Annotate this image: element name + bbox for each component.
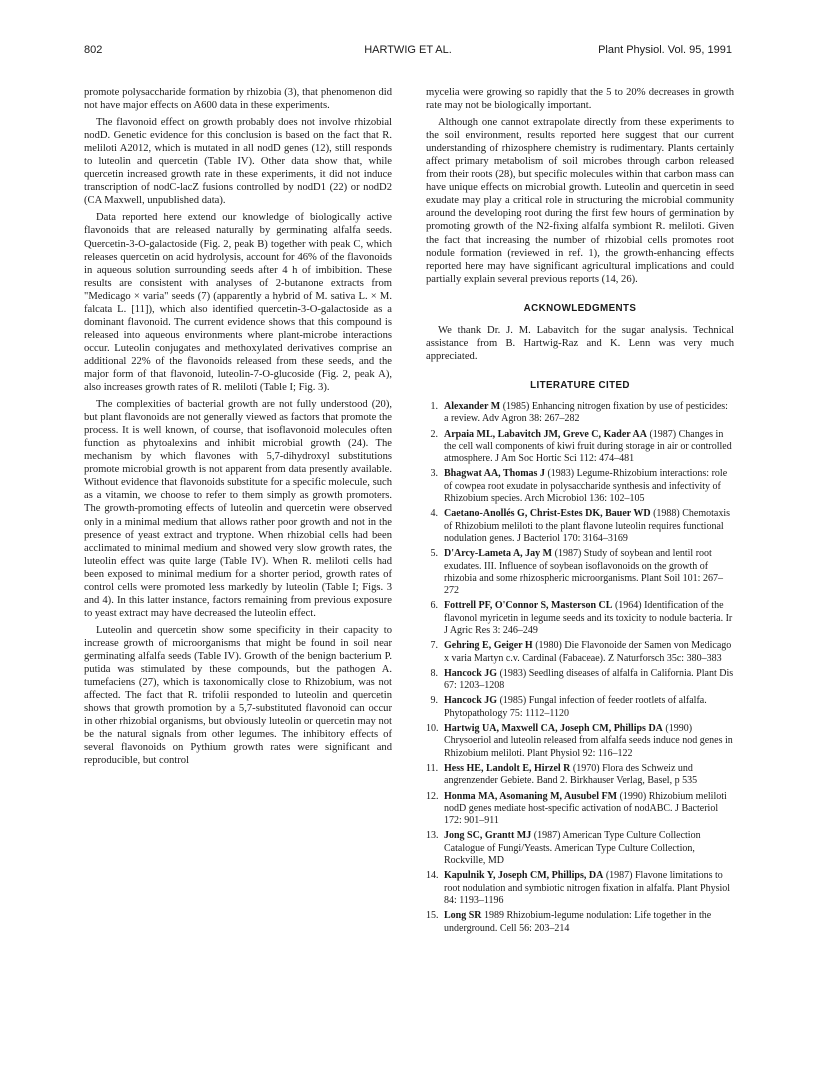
reference-number: 13.: [426, 830, 439, 842]
body-paragraph: Luteolin and quercetin show some specificity in their capacity to increase growth of microorganisms that might be found in soil near germinating alfalfa seeds (Table IV). Growth of the benign bacterium P. putida was stimulated by these compounds, but the pathogen A. tumefaciens (27), which is taxonomically close to Rhizobium, was not affected. The fact that R. trifolii responded to luteolin and quercetin shows that growth promotion by a 5,7-substituted flavonoid can occur in other rhizobial organisms, but obviously luteolin or quercetin may not be the natural signals from other legumes. The inhibitory effects of several flavonoids on Pythium growth rates were significant and reproducible, but control: [84, 624, 392, 767]
reference-text: (1987) Study of soybean and lentil root exudates. III. Influence of soybean isoflavonoids on the growth of rhizobia and some rhizospheric microorganisms. Plant Soil 101: 267–272: [444, 548, 723, 597]
reference-number: 3.: [430, 468, 438, 480]
body-paragraph: The flavonoid effect on growth probably does not involve rhizobial nodD. Genetic evidence for this conclusion is based on the fact that R. meliloti A2012, which is mutated in all nodD genes (12), still responds to luteolin and quercetin (Table IV). Other data show that, while quercetin increased growth rate in these experiments, it did not induce transcription of nodC-lacZ fusions controlled by nodD1 (22) or nodD2 (CA Maxwell, unpublished data).: [84, 117, 392, 207]
reference-number: 8.: [430, 667, 438, 679]
reference-item: [426, 668, 734, 693]
reference-authors: Arpaia ML, Labavitch JM, Greve C, Kader AA: [444, 428, 647, 440]
reference-text: (1964) Identification of the flavonol myricetin in legume seeds and its toxicity to nodule bacteria. Ir J Agric Res 3: 246–249: [444, 600, 733, 636]
reference-authors: Hancock JG: [444, 695, 498, 707]
reference-authors: Bhagwat AA, Thomas J: [444, 468, 545, 480]
reference-item: [426, 723, 734, 760]
reference-number: 7.: [430, 640, 438, 652]
reference-text: (1990) Rhizobium meliloti nodD genes mediate host-specific activation of nodABC. J Bacteriol 172: 901–911: [444, 790, 727, 827]
reference-number: 10.: [426, 723, 439, 735]
reference-item: [426, 600, 734, 637]
reference-item: [426, 468, 734, 505]
reference-number: 4.: [430, 508, 438, 520]
reference-authors: Gehring E, Geiger H: [444, 640, 533, 652]
body-paragraph: The complexities of bacterial growth are not fully understood (20), but plant flavonoids are not generally viewed as factors that promote the process. It is well known, of course, that isoflavonoid molecules often function as phytoalexins and inhibit microbial growth (24). The mechanism by which flavones with 5,7-dihydroxyl substitutions promote microbial growth is not apparent from data presently available. Without evidence that flavonoids substitute for a specific molecule, such as a vitamin, we choose to refer to them simply as growth promoters. The growth-promoting effects of luteolin and quercetin were observed only in a minimal medium that allows rather poor growth and not in the presence of yeast extract and tryptone. When rhizobial cells had been acclimated to minimal medium and showed very slow growth rates, the luteolin effect was quite large (Table IV). When R. meliloti cells had been exposed to minimal medium for a shorter period, growth rates of control cells were promoted less markedly by luteolin (Table I; Figs. 3 and 4). In this latter instance, factors remaining from previous exposure to yeast extract may have decreased the luteolin effect.: [84, 399, 392, 619]
reference-number: 2.: [430, 428, 438, 440]
reference-text: (1987) American Type Culture Collection Catalogue of Fungi/Yeasts. American Type Culture Collection, Rockville, MD: [444, 830, 701, 867]
reference-authors: Hancock JG: [444, 667, 498, 679]
reference-item: [426, 508, 734, 545]
reference-number: 15.: [426, 910, 439, 922]
reference-authors: Hess HE, Landolt E, Hirzel R: [444, 762, 571, 774]
reference-item: [426, 870, 734, 907]
reference-text: 1989 Rhizobium-legume nodulation: Life together in the underground. Cell 56: 203–214: [444, 910, 712, 934]
reference-item: [426, 548, 734, 597]
running-authors: HARTWIG ET AL.: [364, 44, 452, 56]
reference-authors: Alexander M: [444, 400, 501, 412]
reference-authors: Honma MA, Asomaning M, Ausubel FM: [444, 790, 618, 802]
right-column: [426, 86, 734, 938]
reference-number: 11.: [426, 762, 439, 774]
reference-text: (1983) Seedling diseases of alfalfa in California. Plant Dis 67: 1203–1208: [444, 667, 734, 692]
reference-item: [426, 830, 734, 867]
literature-cited-heading: LITERATURE CITED: [530, 379, 630, 391]
reference-authors: D'Arcy-Lameta A, Jay M: [444, 548, 553, 560]
acknowledgments-text: We thank Dr. J. M. Labavitch for the sugar analysis. Technical assistance from B. Hartwig-Raz and K. Lenn was very much appreciated.: [426, 324, 734, 362]
reference-item: [426, 401, 734, 426]
reference-text: (1987) Changes in the cell wall components of kiwi fruit during storage in air or controlled atmosphere. J Am Soc Hortic Sci 112: 474–481: [444, 428, 732, 465]
page-number: 802: [84, 44, 103, 56]
reference-text: (1988) Chemotaxis of Rhizobium meliloti to the plant flavone luteolin requires functional nodulation genes. J Bacteriol 170: 3164–3169: [444, 508, 731, 544]
reference-list: [426, 401, 734, 935]
reference-item: [426, 910, 734, 935]
acknowledgments-heading: ACKNOWLEDGMENTS: [523, 302, 637, 314]
reference-number: 14.: [426, 870, 439, 882]
reference-item: [426, 763, 734, 788]
reference-authors: Kapulnik Y, Joseph CM, Phillips, DA: [444, 870, 604, 882]
reference-text: (1980) Die Flavonoide der Samen von Medicago x varia Martyn c.v. Cardinal (Fabaceae). Z Naturforsch 35c: 380–383: [444, 640, 732, 664]
reference-item: [426, 429, 734, 466]
reference-item: [426, 695, 734, 720]
reference-text: (1987) Flavone limitations to root nodulation and symbiotic nitrogen fixation in alfalfa. Plant Physiol 84: 1193–1196: [444, 870, 731, 906]
reference-authors: Long SR: [444, 910, 482, 922]
reference-number: 9.: [430, 695, 438, 707]
reference-text: (1985) Enhancing nitrogen fixation by use of pesticides: a review. Adv Agron 38: 267–282: [444, 400, 728, 425]
journal-citation: Plant Physiol. Vol. 95, 1991: [598, 44, 732, 56]
reference-text: (1970) Flora des Schweiz und angrenzender Gebiete. Band 2. Birkhauser Verlag, Basel, p 535: [444, 762, 698, 787]
body-paragraph: promote polysaccharide formation by rhizobia (3), that phenomenon did not have major effects on A600 data in these experiments.: [84, 87, 392, 112]
reference-authors: Jong SC, Grantt MJ: [444, 830, 532, 842]
reference-item: [426, 640, 734, 665]
reference-item: [426, 791, 734, 828]
left-column: [84, 86, 392, 767]
reference-number: 12.: [426, 790, 439, 802]
reference-text: (1985) Fungal infection of feeder rootlets of alfalfa. Phytopathology 75: 1112–1120: [444, 695, 707, 719]
reference-authors: Hartwig UA, Maxwell CA, Joseph CM, Phillips DA: [444, 723, 663, 735]
reference-number: 6.: [430, 600, 438, 612]
reference-text: (1990) Chrysoeriol and luteolin released from alfalfa seeds induce nod genes in Rhizobium meliloti. Plant Physiol 92: 116–122: [444, 723, 733, 759]
running-header: [84, 44, 732, 60]
body-paragraph: mycelia were growing so rapidly that the 5 to 20% decreases in growth rate may not be biologically important.: [426, 87, 734, 112]
reference-number: 1.: [430, 400, 438, 412]
reference-authors: Caetano-Anollés G, Christ-Estes DK, Bauer WD: [444, 508, 651, 520]
reference-authors: Fottrell PF, O'Connor S, Masterson CL: [444, 600, 613, 612]
body-paragraph: Although one cannot extrapolate directly from these experiments to the soil environment, results reported here suggest that our current understanding of rhizosphere chemistry is rudimentary. Plants certainly affect primary metabolism of soil microbes through carbon released from their roots (28), but specific molecules within that carbon mass can have unique effects on microbial growth. Luteolin and quercetin in seed exudate may play a critical role in structuring the microbial community around the developing root during the first few hours of germination by promoting growth of the N2-fixing alfalfa symbiont R. meliloti. Given the fact that increasing the number of rhizobial cells promotes root nodule formation (reviewed in ref. 1), the growth-enhancing effects reported here may have significant agricultural implications and could partially explain several previous reports (14, 26).: [426, 117, 734, 285]
body-paragraph: Data reported here extend our knowledge of biologically active flavonoids that are released naturally by germinating alfalfa seeds. Quercetin-3-O-galactoside (Fig. 2, peak B) together with peak C, which releases quercetin on acid hydrolysis, account for 46% of the flavonoids in aqueous solution surrounding seeds after 4 h of imbibition. These results are consistent with analyses of 2-butanone extracts from "Medicago × varia" seeds (7) (apparently a hybrid of M. sativa L. × M. falcata L. [11]), which also identified quercetin-3-O-galactoside as a dominant flavonoid. The current evidence shows that this compound is released into aqueous environments where plant-microbe interactions occur. Luteolin conjugates and methoxylated derivatives comprise an additional 22% of the flavonoids released from these seeds, and the major form of that flavonoid, luteolin-7-O-glucoside (Fig. 2, peak A), also increases growth rates of R. meliloti (Table I; Fig. 3).: [84, 212, 392, 394]
reference-text: (1983) Legume-Rhizobium interactions: role of cowpea root exudate in polysaccharide synthesis and infectivity of Rhizobium species. Arch Microbiol 136: 102–105: [444, 468, 728, 505]
reference-number: 5.: [430, 548, 438, 560]
